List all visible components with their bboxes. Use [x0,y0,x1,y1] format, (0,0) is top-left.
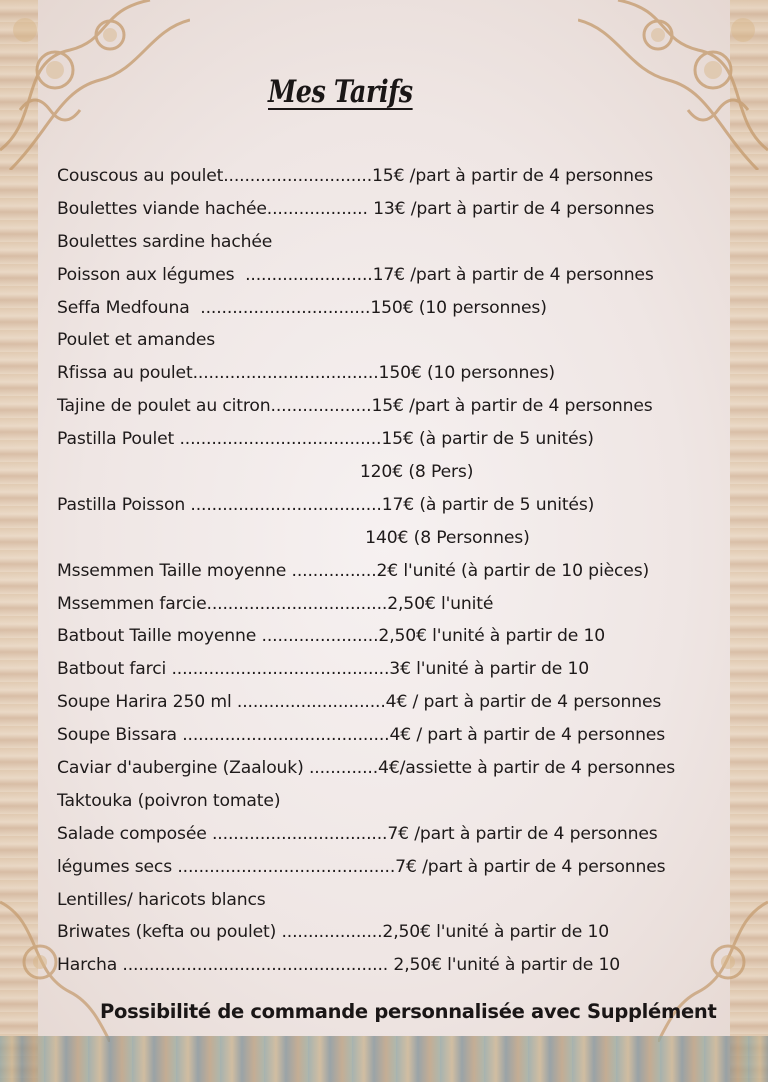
left-border-ornament [0,0,38,1082]
page-title: Mes Tarifs [268,74,413,110]
price-list-item: Tajine de poulet au citron...................15€ /part à partir de 4 personnes [57,396,653,417]
price-list-item: Batbout farci .........................................3€ l'unité à partir de 10 [57,659,590,680]
price-list-item: Boulettes viande hachée................... 13€ /part à partir de 4 personnes [57,198,655,219]
ornament-corner-icon [578,0,768,170]
price-list-item: Poulet et amandes [57,330,216,351]
price-list-item: légumes secs .........................................7€ /part à partir de 4 personnes [57,856,666,877]
price-list-item: Harcha .................................................. 2,50€ l'unité à partir de 10 [57,955,621,976]
price-list-item: Mssemmen Taille moyenne ................2€ l'unité (à partir de 10 pièces) [57,560,650,581]
price-list-item: Taktouka (poivron tomate) [57,790,281,811]
price-list-item: 120€ (8 Pers) [57,462,474,483]
price-list-item: Rfissa au poulet...................................150€ (10 personnes) [57,363,555,384]
price-list-item: Salade composée .................................7€ /part à partir de 4 personnes [57,823,658,844]
price-list-item: Caviar d'aubergine (Zaalouk) .............4€/assiette à partir de 4 personnes [57,758,675,779]
price-list-item: Mssemmen farcie..................................2,50€ l'unité [57,593,494,614]
price-list-item: Soupe Harira 250 ml ............................4€ / part à partir de 4 personnes [57,692,662,713]
ornament-corner-icon [0,0,190,170]
price-list-item: Briwates (kefta ou poulet) ...................2,50€ l'unité à partir de 10 [57,922,610,943]
price-list-item: Couscous au poulet............................15€ /part à partir de 4 personnes [57,166,654,186]
price-list-item: Pastilla Poisson ....................................17€ (à partir de 5 unités) [57,494,595,515]
price-list-item: Soupe Bissara .......................................4€ / part à partir de 4 personnes [57,725,666,746]
price-list [57,160,747,982]
price-list-item: Batbout Taille moyenne ......................2,50€ l'unité à partir de 10 [57,626,606,647]
price-list-item: Poisson aux légumes ........................17€ /part à partir de 4 personnes [57,264,654,285]
price-list-item: 140€ (8 Personnes) [57,527,530,548]
footer-note: Possibilité de commande personnalisée avec Supplément [100,1000,717,1023]
price-list-item: Pastilla Poulet ......................................15€ (à partir de 5 unités) [57,429,594,450]
price-list-item: Seffa Medfouna ................................150€ (10 personnes) [57,297,547,318]
price-list-item: Lentilles/ haricots blancs [57,889,266,910]
price-list-item: Boulettes sardine hachée [57,231,273,252]
bottom-tile-band [0,1036,768,1082]
